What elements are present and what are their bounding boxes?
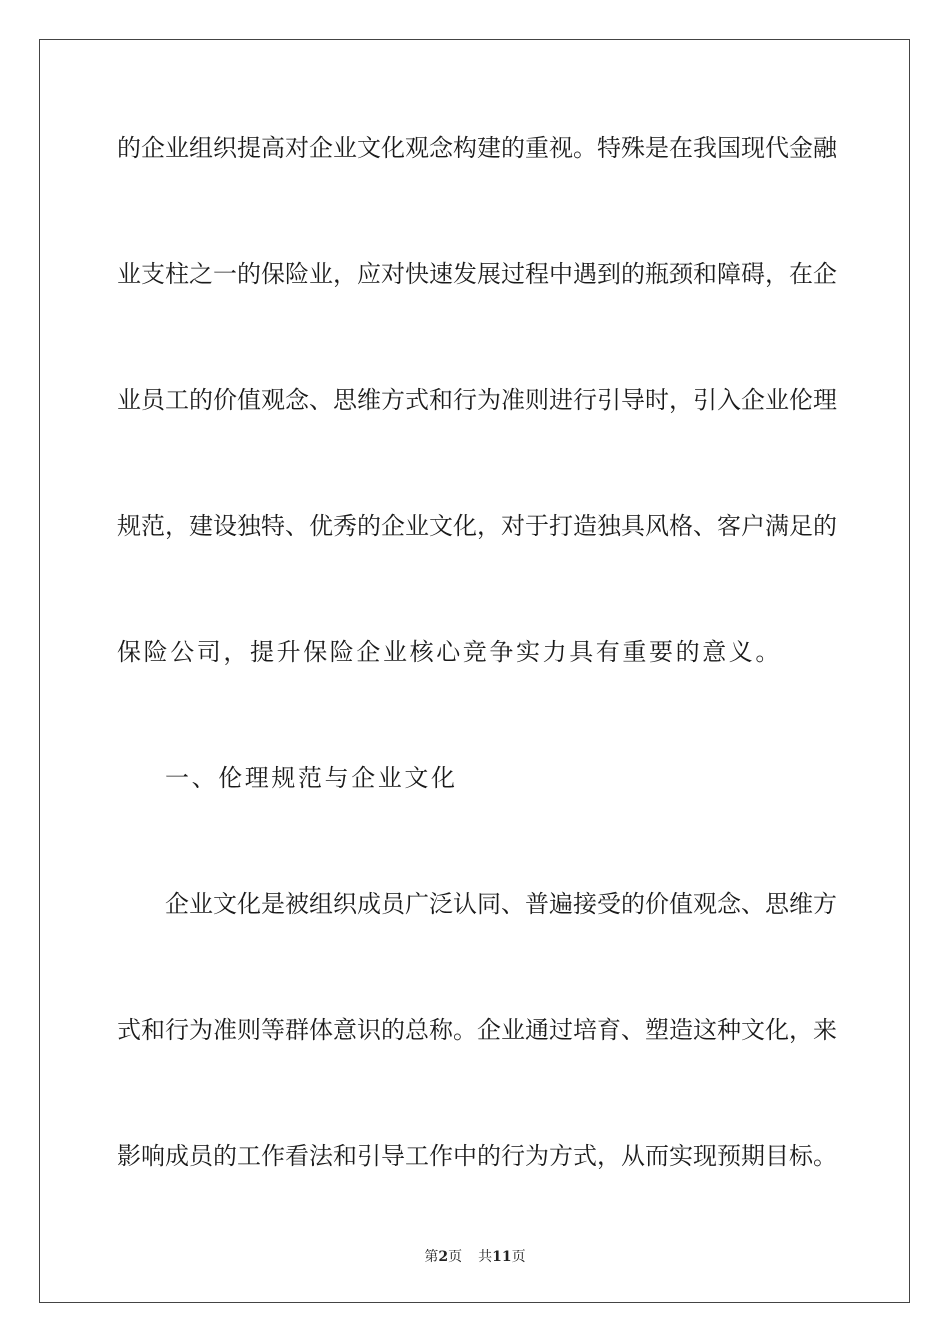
section-heading: 一、伦理规范与企业文化 [165, 764, 458, 792]
total-prefix: 共 [478, 1249, 493, 1265]
body-text-line: 保险公司，提升保险企业核心竞争实力具有重要的意义。 [117, 638, 782, 666]
page-footer [0, 1248, 950, 1266]
body-text-line: 的企业组织提高对企业文化观念构建的重视。特殊是在我国现代金融 [117, 134, 837, 162]
page-number: 2 [438, 1249, 449, 1265]
total-pages: 11 [492, 1249, 512, 1265]
body-text-line: 业员工的价值观念、思维方式和行为准则进行引导时，引入企业伦理 [117, 386, 837, 414]
body-text-line: 影响成员的工作看法和引导工作中的行为方式，从而实现预期目标。 [117, 1142, 837, 1170]
page-prefix: 第 [424, 1249, 439, 1265]
body-text-line: 式和行为准则等群体意识的总称。企业通过培育、塑造这种文化，来 [117, 1016, 837, 1044]
body-text-line: 规范，建设独特、优秀的企业文化，对于打造独具风格、客户满足的 [117, 512, 837, 540]
page-suffix: 页 [448, 1249, 463, 1265]
total-suffix: 页 [511, 1249, 526, 1265]
page-frame [39, 39, 910, 1303]
body-text-line: 企业文化是被组织成员广泛认同、普遍接受的价值观念、思维方 [165, 890, 837, 918]
body-text-line: 业支柱之一的保险业，应对快速发展过程中遇到的瓶颈和障碍，在企 [117, 260, 837, 288]
